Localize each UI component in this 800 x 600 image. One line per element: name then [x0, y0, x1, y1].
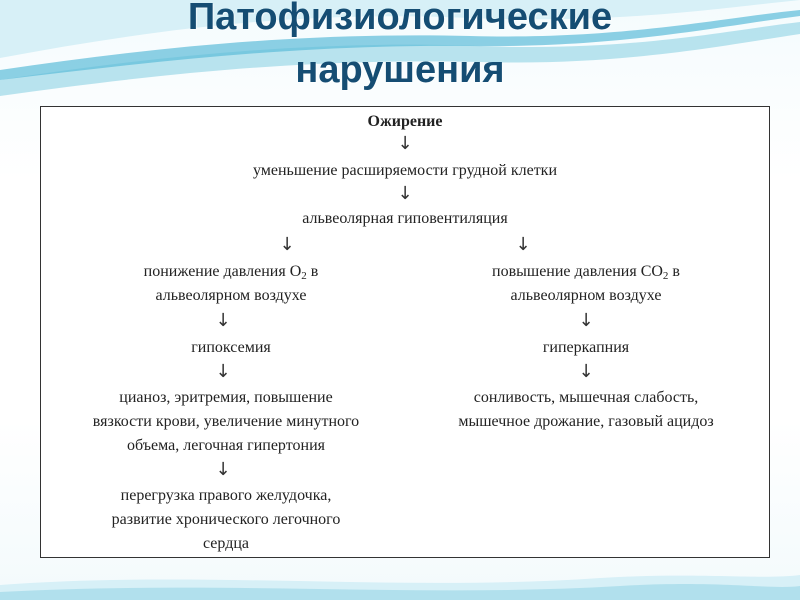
node-hypoxemia-effects-1: цианоз, эритремия, повышение	[119, 389, 333, 406]
node-o2-decrease: понижение давления $O_2$ в	[143, 263, 319, 282]
title-line-1: Патофизиологические	[187, 0, 613, 38]
node-hypoxemia: гипоксемия	[191, 339, 271, 356]
node-hypoxemia-effects-2: вязкости крови, увеличение минутного	[92, 413, 360, 430]
node-obesity: Ожирение	[367, 113, 443, 130]
node-co2-increase: повышение давления $CO_2$ в	[492, 263, 680, 282]
down-arrow-icon: ↓	[279, 234, 295, 255]
down-arrow-icon: ↓	[215, 459, 231, 480]
node-outcome-2: развитие хронического легочного	[111, 511, 341, 528]
node-hypercapnia-effects-1: сонливость, мышечная слабость,	[473, 389, 699, 406]
down-arrow-icon: ↓	[215, 361, 231, 382]
node-chest-expansion: уменьшение расширяемости грудной клетки	[252, 162, 558, 179]
title-line-2: нарушения	[295, 49, 505, 91]
node-o2-decrease-line2: альвеолярном воздухе	[155, 287, 307, 304]
down-arrow-icon: ↓	[215, 310, 231, 331]
down-arrow-icon: ↓	[397, 183, 413, 204]
node-outcome-3: сердца	[203, 535, 249, 552]
down-arrow-icon: ↓	[397, 133, 413, 154]
down-arrow-icon: ↓	[578, 361, 594, 382]
node-hypercapnia-effects-2: мышечное дрожание, газовый ацидоз	[458, 413, 714, 430]
node-outcome-1: перегрузка правого желудочка,	[120, 487, 332, 504]
node-hypoxemia-effects-3: объема, легочная гипертония	[127, 437, 325, 454]
node-co2-increase-line2: альвеолярном воздухе	[510, 287, 662, 304]
node-hypoventilation: альвеолярная гиповентиляция	[302, 210, 508, 227]
down-arrow-icon: ↓	[515, 234, 531, 255]
diagram-frame	[40, 106, 770, 558]
down-arrow-icon: ↓	[578, 310, 594, 331]
node-hypercapnia: гиперкапния	[542, 339, 630, 356]
